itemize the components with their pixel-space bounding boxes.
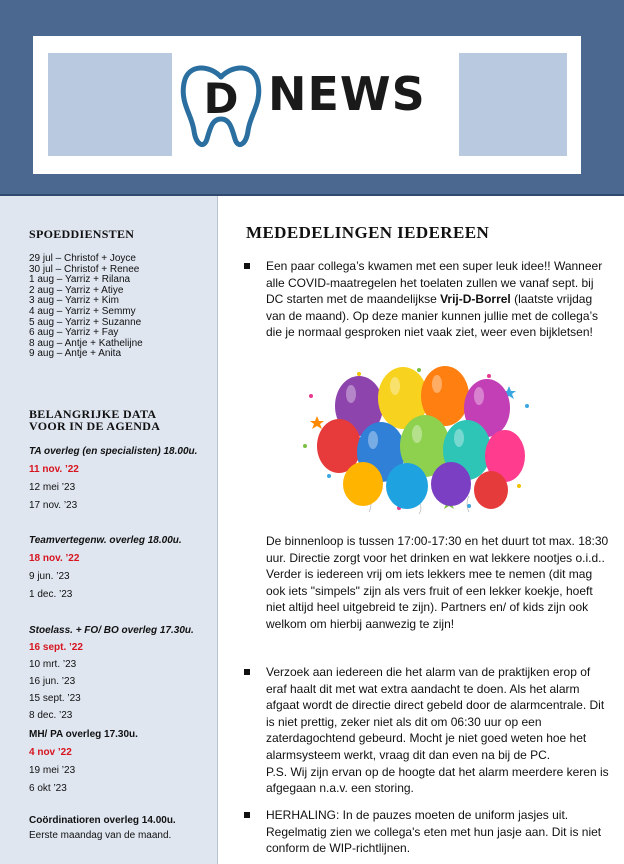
logo-text: NEWS — [268, 67, 426, 121]
balloon-gold — [343, 462, 383, 506]
duty-item: 1 aug – Yarriz + Rilana — [29, 274, 131, 286]
duty-item: 6 aug – Yarriz + Fay — [29, 327, 119, 339]
agenda-date: 9 jun. ’23 — [29, 571, 70, 582]
header-panel — [33, 36, 581, 174]
duty-item: 2 aug – Yarriz + Atiye — [29, 284, 124, 296]
announcement-text: Verzoek aan iedereen die het alarm van de praktijken erop of eraf haalt dit met wat extra aandacht te doen. Als het alarm afgaat wordt de directie direct gebeld door de alarmcentrale. Dit is niet prettig, zeker niet als dit om 06:30 uur op een zaterdagochtend gebeurd. Mocht je niet goed weten hoe het alarmsysteem werkt, vraag dit dan even na bij de PC. — [266, 665, 605, 762]
agenda-group-title: MH/ PA overleg 17.30u. — [29, 729, 138, 740]
duty-item: 3 aug – Yarriz + Kim — [29, 295, 119, 307]
sidebar — [0, 196, 218, 864]
header-band-left — [48, 53, 173, 156]
agenda-date-next: 4 nov ’22 — [29, 747, 72, 758]
bullet-icon — [244, 669, 250, 675]
agenda-heading-line-2: VOOR IN DE AGENDA — [29, 419, 161, 433]
duties-list — [29, 254, 214, 360]
newsletter-header — [0, 0, 624, 196]
agenda-date-next: 16 sept. ’22 — [29, 642, 83, 653]
announcement-borrel-details: De binnenloop is tussen 17:00-17:30 en het duurt tot max. 18:30 uur. Directie zorgt voor het drinken en wat lekkere nootjes o.i.d.. Verder is iedereen vrij om iets lekkers mee te nemen (dit mag ook iets "simpels" zijn als vers fruit of een lekker koekje, hoeft niet altijd heel uitgebreid te zijn). Partners en/ of kids zijn ook welkom om hierbij aanwezig te zijn! — [266, 534, 609, 631]
agenda-date: 12 mei ’23 — [29, 482, 76, 493]
duty-item: 8 aug – Antje + Kathelijne — [29, 337, 143, 349]
announcement-alarm — [266, 664, 611, 797]
announcement-borrel — [266, 258, 611, 341]
agenda-group-title: TA overleg (en specialisten) 18.00u. — [29, 446, 198, 457]
main-column — [219, 196, 624, 864]
coord-title: Coördinatioren overleg 14.00u. — [29, 815, 176, 826]
agenda-date: 8 dec. ’23 — [29, 710, 73, 721]
duties-heading: SPOEDDIENSTEN — [29, 227, 135, 241]
agenda-group-stoelass — [29, 625, 214, 725]
agenda-date: 6 okt ’23 — [29, 783, 67, 794]
agenda-date-next: 18 nov. ’22 — [29, 553, 80, 564]
agenda-date: 15 sept. ’23 — [29, 693, 81, 704]
duty-item: 5 aug – Yarriz + Suzanne — [29, 316, 142, 328]
announcement-highlight: Vrij-D-Borrel — [440, 292, 511, 307]
announcement-uniform: HERHALING: In de pauzes moeten de uniform jasjes uit. Regelmatig zien we collega's eten met hun jasje aan. Dit is niet conform de WIP-richtlijnen. — [266, 808, 602, 856]
bullet-icon — [244, 812, 250, 818]
duty-item: 30 jul – Christof + Renee — [29, 263, 140, 275]
announcement-text: (laatste vrijdag van de maand). Op deze manier kunnen jullie met de collega’s die je normaal gesproken niet vaak ziet, weer even bijkletsen! — [266, 292, 598, 340]
dnews-logo — [172, 53, 459, 156]
balloon-red-small — [474, 471, 508, 509]
agenda-date: 19 mei ’23 — [29, 765, 76, 776]
agenda-heading-line-1: BELANGRIJKE DATA — [29, 407, 157, 421]
agenda-date: 17 nov. ’23 — [29, 500, 78, 511]
balloon-cyan — [386, 463, 428, 509]
bullet-icon — [244, 263, 250, 269]
agenda-group-title: Stoelass. + FO/ BO overleg 17.30u. — [29, 625, 194, 636]
coord-text: Eerste maandag van de maand. — [29, 830, 172, 841]
balloon-violet — [431, 462, 471, 506]
agenda-group-title: Teamvertegenw. overleg 18.00u. — [29, 535, 182, 546]
header-band-right — [457, 53, 567, 156]
tooth-icon — [176, 57, 266, 152]
agenda-date-next: 11 nov. ’22 — [29, 464, 79, 475]
agenda-date: 1 dec. ’23 — [29, 589, 73, 600]
agenda-heading — [29, 408, 160, 432]
duty-item: 4 aug – Yarriz + Semmy — [29, 305, 136, 317]
balloons-image — [299, 366, 539, 516]
agenda-date: 16 jun. ’23 — [29, 676, 76, 687]
duty-item: 29 jul – Christof + Joyce — [29, 253, 136, 264]
agenda-group-mh-pa — [29, 729, 214, 799]
agenda-group-teamvertegenw — [29, 535, 214, 605]
duty-item: 9 aug – Antje + Anita — [29, 348, 122, 360]
agenda-date: 10 mrt. ’23 — [29, 659, 77, 670]
main-title: MEDEDELINGEN IEDEREEN — [246, 223, 490, 242]
announcement-ps: P.S. Wij zijn ervan op de hoogte dat het alarm meerdere keren is afgegaan n.a.v. een storing. — [266, 764, 609, 796]
agenda-group-ta — [29, 446, 214, 516]
announcement-text: Een paar collega’s kwamen met een super leuk idee!! Wanneer alle COVID-maatregelen het toelaten zullen we vanaf sept. bij DC starten met de maandelijkse — [266, 259, 603, 307]
logo-letter: D — [203, 74, 239, 123]
